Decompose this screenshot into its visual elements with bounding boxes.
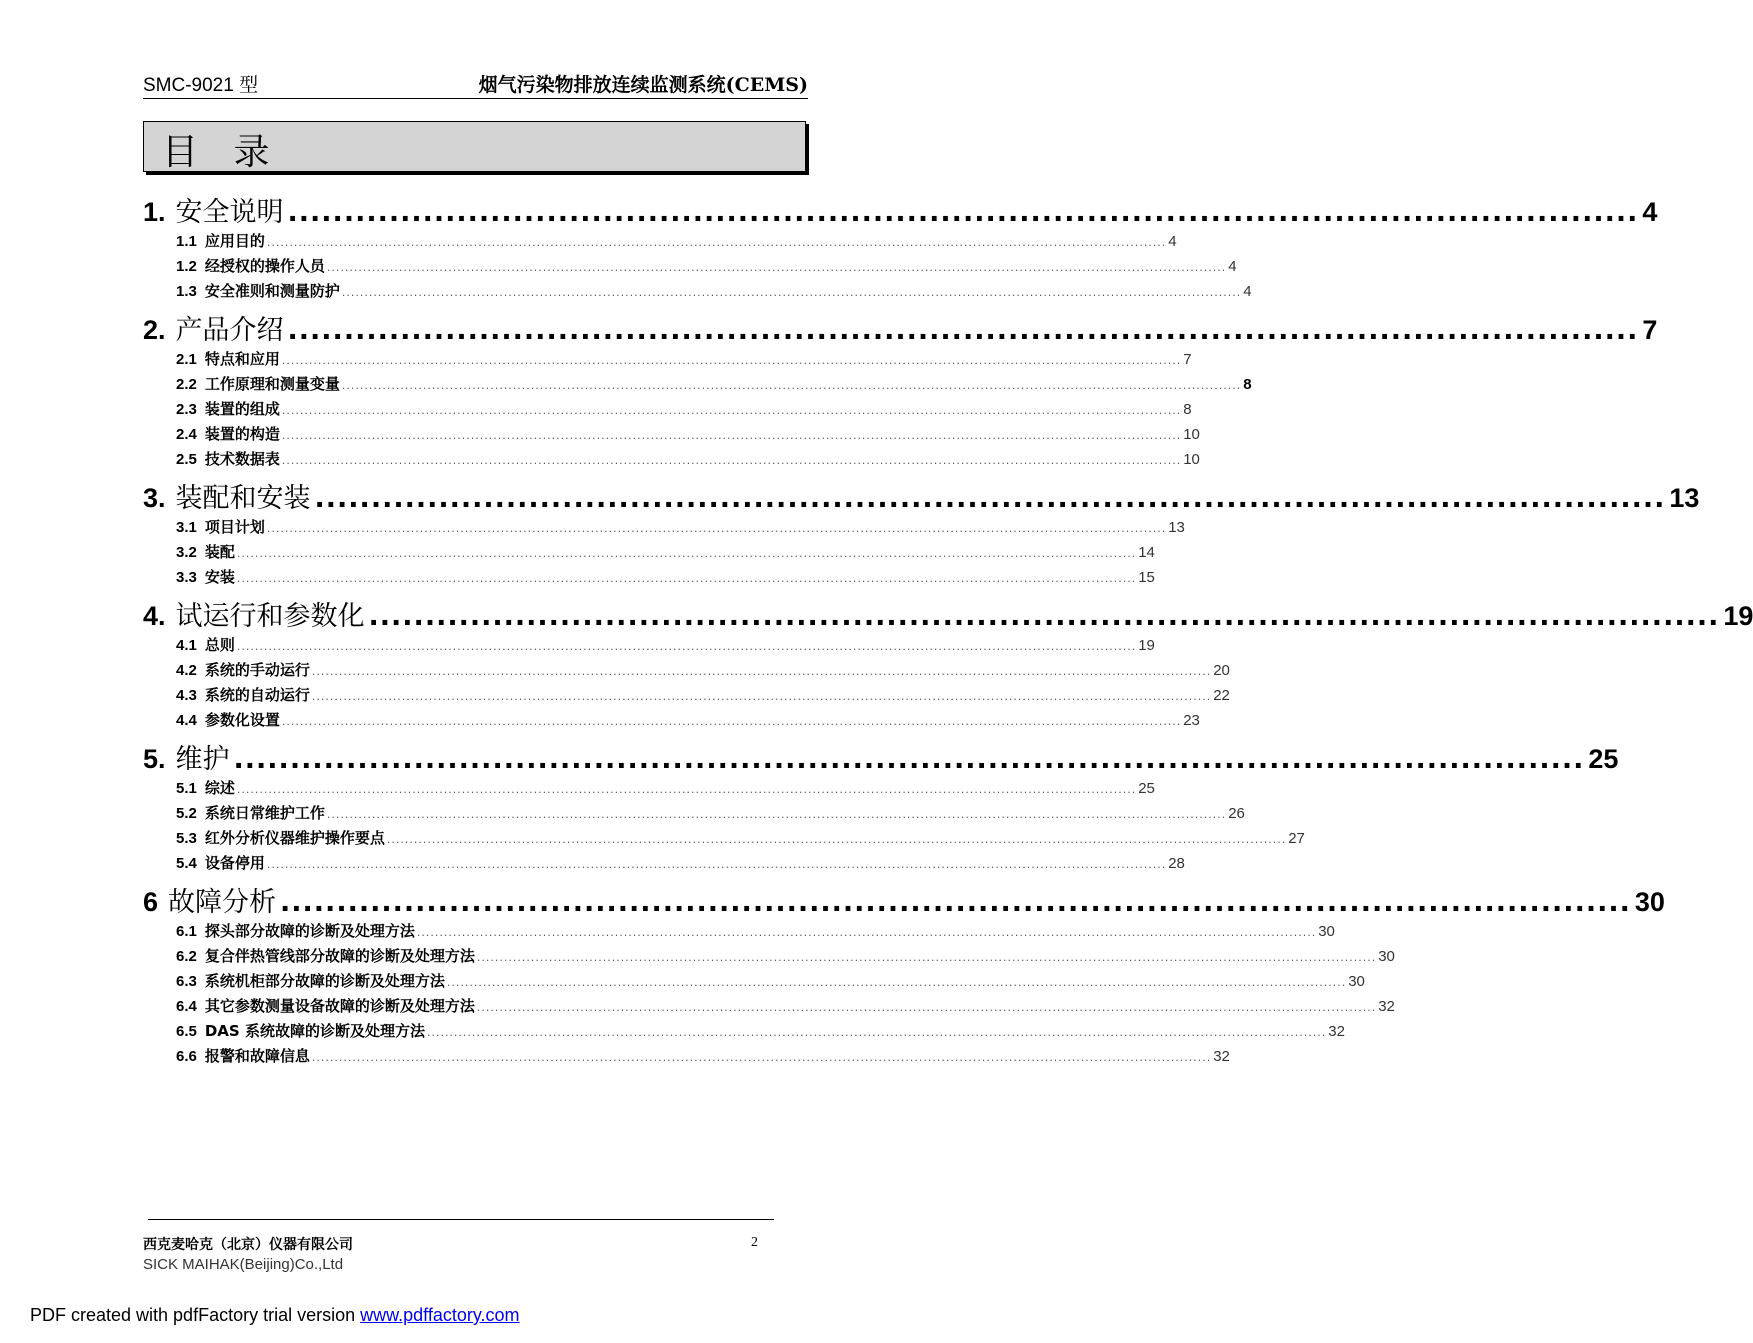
- toc-subsection-title: 应用目的: [204, 232, 265, 250]
- toc-leader-dots: ........................................................................................................................................................................................................: [326, 261, 1227, 274]
- pdf-creator-note: [30, 1305, 520, 1326]
- toc-leader-dots: ........................................................................................................................................................................................................: [426, 1026, 1327, 1039]
- pdf-note-text: PDF created with pdfFactory trial version: [30, 1305, 361, 1325]
- toc-subsection-title: 参数化设置: [204, 711, 280, 729]
- toc-subsection-number: 4.4: [176, 712, 197, 729]
- toc-subsection-number: 2.4: [176, 426, 197, 443]
- toc-leader-dots: ........................................................................................................................................................................................................: [281, 404, 1182, 417]
- toc-leader-dots: ........................................................................................................................................................................................................: [281, 715, 1182, 728]
- toc-subsection-entry[interactable]: [143, 1020, 1345, 1045]
- toc-subsection-entry[interactable]: [143, 920, 1335, 945]
- toc-subsection-number: 5.2: [176, 805, 197, 822]
- toc-section-title: 维护: [175, 744, 230, 775]
- toc-subsection-title: 报警和故障信息: [204, 1047, 310, 1065]
- toc-subsection-entry[interactable]: [143, 777, 1155, 802]
- toc-subsection-entry[interactable]: [143, 945, 1395, 970]
- toc-subsection-entry[interactable]: [143, 802, 1245, 827]
- toc-subsection-number: 2.1: [176, 351, 197, 368]
- toc-subsection-number: 6.6: [176, 1048, 197, 1065]
- toc-subsection-number: 2.5: [176, 451, 197, 468]
- toc-section-entry[interactable]: [143, 880, 1665, 920]
- toc-leader-dots: ........................................................................................................................................................................................................: [311, 1051, 1212, 1064]
- toc-leader-dots: ........................................................................................................................................................................................................: [281, 429, 1182, 442]
- toc-subsection-title: 系统日常维护工作: [204, 804, 325, 822]
- toc-subsection-entry[interactable]: [143, 684, 1230, 709]
- toc-subsection-page: 8: [1183, 401, 1192, 418]
- toc-subsection-entry[interactable]: [143, 970, 1365, 995]
- toc-subsection-title: DAS 系统故障的诊断及处理方法: [204, 1022, 425, 1040]
- toc-section-number: 5.: [143, 744, 166, 774]
- toc-leader-dots: ........................................................................................................................................................................................................: [476, 1001, 1377, 1014]
- toc-subsection-page: 15: [1138, 569, 1155, 586]
- toc-leader-dots: ........................................................................................................................................................................................................: [236, 572, 1137, 585]
- toc-subsection-page: 28: [1168, 855, 1185, 872]
- toc-subsection-page: 20: [1213, 662, 1230, 679]
- toc-subsection-title: 系统机柜部分故障的诊断及处理方法: [204, 972, 445, 990]
- toc-section-title: 试运行和参数化: [175, 601, 365, 632]
- toc-subsection-page: 13: [1168, 519, 1185, 536]
- toc-subsection-title: 装置的组成: [204, 400, 280, 418]
- toc-leader-dots: ........................................................................................................................................................................................................: [416, 926, 1317, 939]
- toc-subsection-title: 复合伴热管线部分故障的诊断及处理方法: [204, 947, 475, 965]
- toc-subsection-page: 4: [1168, 233, 1177, 250]
- toc-subsection-page: 30: [1378, 948, 1395, 965]
- toc-leader-dots: ........................................................................................................................................................................................................: [341, 379, 1242, 392]
- toc-subsection-page: 23: [1183, 712, 1200, 729]
- toc-subsection-page: 25: [1138, 780, 1155, 797]
- toc-section-page: 7: [1642, 315, 1658, 345]
- toc-section-number: 4.: [143, 601, 166, 631]
- toc-subsection-page: 30: [1348, 973, 1365, 990]
- toc-subsection-number: 4.1: [176, 637, 197, 654]
- toc-subsection-number: 5.4: [176, 855, 197, 872]
- toc-section-entry[interactable]: [143, 308, 1658, 348]
- toc-leader-dots: ........................................................................................................................................................................................................: [266, 236, 1167, 249]
- toc-section-page: 13: [1669, 483, 1700, 513]
- toc-subsection-page: 32: [1378, 998, 1395, 1015]
- toc-subsection-page: 27: [1288, 830, 1305, 847]
- toc-section-number: 1.: [143, 197, 166, 227]
- toc-section-page: 19: [1723, 601, 1753, 631]
- footer-rule: [148, 1219, 774, 1220]
- toc-subsection-page: 14: [1138, 544, 1155, 561]
- header-model: SMC-9021 型: [143, 75, 259, 96]
- toc-subsection-page: 32: [1213, 1048, 1230, 1065]
- toc-title-banner: [143, 121, 806, 172]
- pdffactory-link[interactable]: www.pdffactory.com: [360, 1305, 520, 1325]
- toc-subsection-number: 3.1: [176, 519, 197, 536]
- toc-subsection-entry[interactable]: [143, 373, 1252, 398]
- toc-subsection-number: 4.2: [176, 662, 197, 679]
- toc-subsection-entry[interactable]: [143, 423, 1200, 448]
- toc-subsection-number: 2.2: [176, 376, 197, 393]
- toc-subsection-title: 综述: [204, 779, 235, 797]
- toc-subsection-entry[interactable]: [143, 255, 1237, 280]
- toc-subsection-entry[interactable]: [143, 827, 1305, 852]
- header-title: 烟气污染物排放连续监测系统(CEMS): [478, 74, 808, 96]
- toc-subsection-number: 5.1: [176, 780, 197, 797]
- toc-leader-dots: ........................................................................................................................................................................................................: [236, 640, 1137, 653]
- toc-leader-dots: ........................................................................................................................: [314, 483, 1666, 514]
- toc-subsection-number: 1.2: [176, 258, 197, 275]
- toc-subsection-number: 1.1: [176, 233, 197, 250]
- toc-subsection-entry[interactable]: [143, 566, 1155, 591]
- toc-section-page: 30: [1634, 887, 1665, 917]
- toc-subsection-entry[interactable]: [143, 516, 1185, 541]
- toc-subsection-number: 5.3: [176, 830, 197, 847]
- toc-subsection-number: 6.3: [176, 973, 197, 990]
- toc-leader-dots: ........................................................................................................................: [287, 315, 1639, 346]
- toc-subsection-entry[interactable]: [143, 280, 1252, 305]
- toc-leader-dots: ........................................................................................................................................................................................................: [326, 808, 1227, 821]
- toc-leader-dots: ........................................................................................................................: [287, 197, 1639, 228]
- toc-subsection-entry[interactable]: [143, 348, 1192, 373]
- toc-subsection-number: 6.2: [176, 948, 197, 965]
- toc-subsection-entry[interactable]: [143, 448, 1200, 473]
- toc-subsection-entry[interactable]: [143, 1045, 1230, 1070]
- toc-subsection-number: 2.3: [176, 401, 197, 418]
- toc-subsection-number: 6.5: [176, 1023, 197, 1040]
- toc-subsection-page: 26: [1228, 805, 1245, 822]
- toc-section-number: 6: [143, 887, 159, 917]
- toc-subsection-title: 总则: [204, 636, 235, 654]
- toc-section-entry[interactable]: [143, 737, 1619, 777]
- toc-section-number: 2.: [143, 315, 166, 345]
- footer-company-cn: 西克麦哈克（北京）仪器有限公司: [143, 1237, 353, 1253]
- toc-subsection-title: 装置的构造: [204, 425, 280, 443]
- toc-subsection-title: 安全准则和测量防护: [204, 282, 340, 300]
- toc-subsection-entry[interactable]: [143, 995, 1395, 1020]
- toc-section-title: 故障分析: [168, 887, 277, 918]
- toc-subsection-title: 装配: [204, 543, 235, 561]
- toc-subsection-page: 30: [1318, 923, 1335, 940]
- toc-leader-dots: ........................................................................................................................................................................................................: [281, 454, 1182, 467]
- toc-subsection-entry[interactable]: [143, 230, 1177, 255]
- toc-subsection-page: 32: [1328, 1023, 1345, 1040]
- toc-subsection-title: 设备停用: [204, 854, 265, 872]
- toc-subsection-entry[interactable]: [143, 852, 1185, 877]
- toc-subsection-title: 系统的自动运行: [204, 686, 310, 704]
- toc-leader-dots: ........................................................................................................................................................................................................: [311, 665, 1212, 678]
- toc-subsection-entry[interactable]: [143, 541, 1155, 566]
- toc-section-title: 安全说明: [175, 197, 284, 228]
- toc-subsection-number: 1.3: [176, 283, 197, 300]
- toc-subsection-title: 安装: [204, 568, 235, 586]
- toc-subsection-page: 8: [1243, 376, 1252, 393]
- toc-subsection-title: 特点和应用: [204, 350, 280, 368]
- toc-section-title: 装配和安装: [175, 483, 311, 514]
- toc-subsection-page: 4: [1243, 283, 1252, 300]
- toc-leader-dots: ........................................................................................................................................................................................................: [476, 951, 1377, 964]
- toc-leader-dots: ........................................................................................................................................................................................................: [281, 354, 1182, 367]
- toc-subsection-page: 22: [1213, 687, 1230, 704]
- toc-subsection-page: 10: [1183, 426, 1200, 443]
- toc-section-page: 25: [1588, 744, 1619, 774]
- toc-subsection-title: 其它参数测量设备故障的诊断及处理方法: [204, 997, 475, 1015]
- toc-subsection-title: 系统的手动运行: [204, 661, 310, 679]
- toc-subsection-number: 3.2: [176, 544, 197, 561]
- toc-section-entry[interactable]: [143, 594, 1753, 634]
- footer-company-en: SICK MAIHAK(Beijing)Co.,Ltd: [143, 1256, 344, 1273]
- toc-section-title: 产品介绍: [175, 315, 284, 346]
- toc-subsection-title: 项目计划: [204, 518, 265, 536]
- toc-subsection-entry[interactable]: [143, 709, 1200, 734]
- toc-leader-dots: ........................................................................................................................................................................................................: [266, 858, 1167, 871]
- toc-leader-dots: ........................................................................................................................................................................................................: [386, 833, 1287, 846]
- toc-title: 目 录: [162, 132, 282, 173]
- toc-leader-dots: ........................................................................................................................: [368, 601, 1720, 632]
- toc-section-page: 4: [1642, 197, 1658, 227]
- toc-subsection-entry[interactable]: [143, 659, 1230, 684]
- toc-subsection-page: 10: [1183, 451, 1200, 468]
- toc-subsection-title: 经授权的操作人员: [204, 257, 325, 275]
- toc-subsection-page: 19: [1138, 637, 1155, 654]
- toc-leader-dots: ........................................................................................................................................................................................................: [236, 783, 1137, 796]
- page-header: [143, 66, 808, 99]
- toc-leader-dots: ........................................................................................................................................................................................................: [446, 976, 1347, 989]
- toc-subsection-title: 技术数据表: [204, 450, 280, 468]
- toc-subsection-number: 3.3: [176, 569, 197, 586]
- toc-subsection-title: 工作原理和测量变量: [204, 375, 340, 393]
- toc-leader-dots: ........................................................................................................................: [233, 744, 1585, 775]
- toc-section-entry[interactable]: [143, 190, 1658, 230]
- toc-subsection-title: 红外分析仪器维护操作要点: [204, 829, 385, 847]
- toc-subsection-entry[interactable]: [143, 634, 1155, 659]
- toc-subsection-number: 4.3: [176, 687, 197, 704]
- toc-subsection-entry[interactable]: [143, 398, 1192, 423]
- toc-leader-dots: ........................................................................................................................................................................................................: [311, 690, 1212, 703]
- toc-leader-dots: ........................................................................................................................: [280, 887, 1631, 918]
- toc-leader-dots: ........................................................................................................................................................................................................: [236, 547, 1137, 560]
- toc-leader-dots: ........................................................................................................................................................................................................: [266, 522, 1167, 535]
- toc-leader-dots: ........................................................................................................................................................................................................: [341, 286, 1242, 299]
- toc-section-entry[interactable]: [143, 476, 1700, 516]
- toc-subsection-number: 6.1: [176, 923, 197, 940]
- footer-page-number: 2: [751, 1235, 758, 1250]
- toc-subsection-title: 探头部分故障的诊断及处理方法: [204, 922, 415, 940]
- table-of-contents: [143, 187, 1753, 1070]
- toc-section-number: 3.: [143, 483, 166, 513]
- toc-subsection-page: 4: [1228, 258, 1237, 275]
- toc-subsection-number: 6.4: [176, 998, 197, 1015]
- toc-subsection-page: 7: [1183, 351, 1192, 368]
